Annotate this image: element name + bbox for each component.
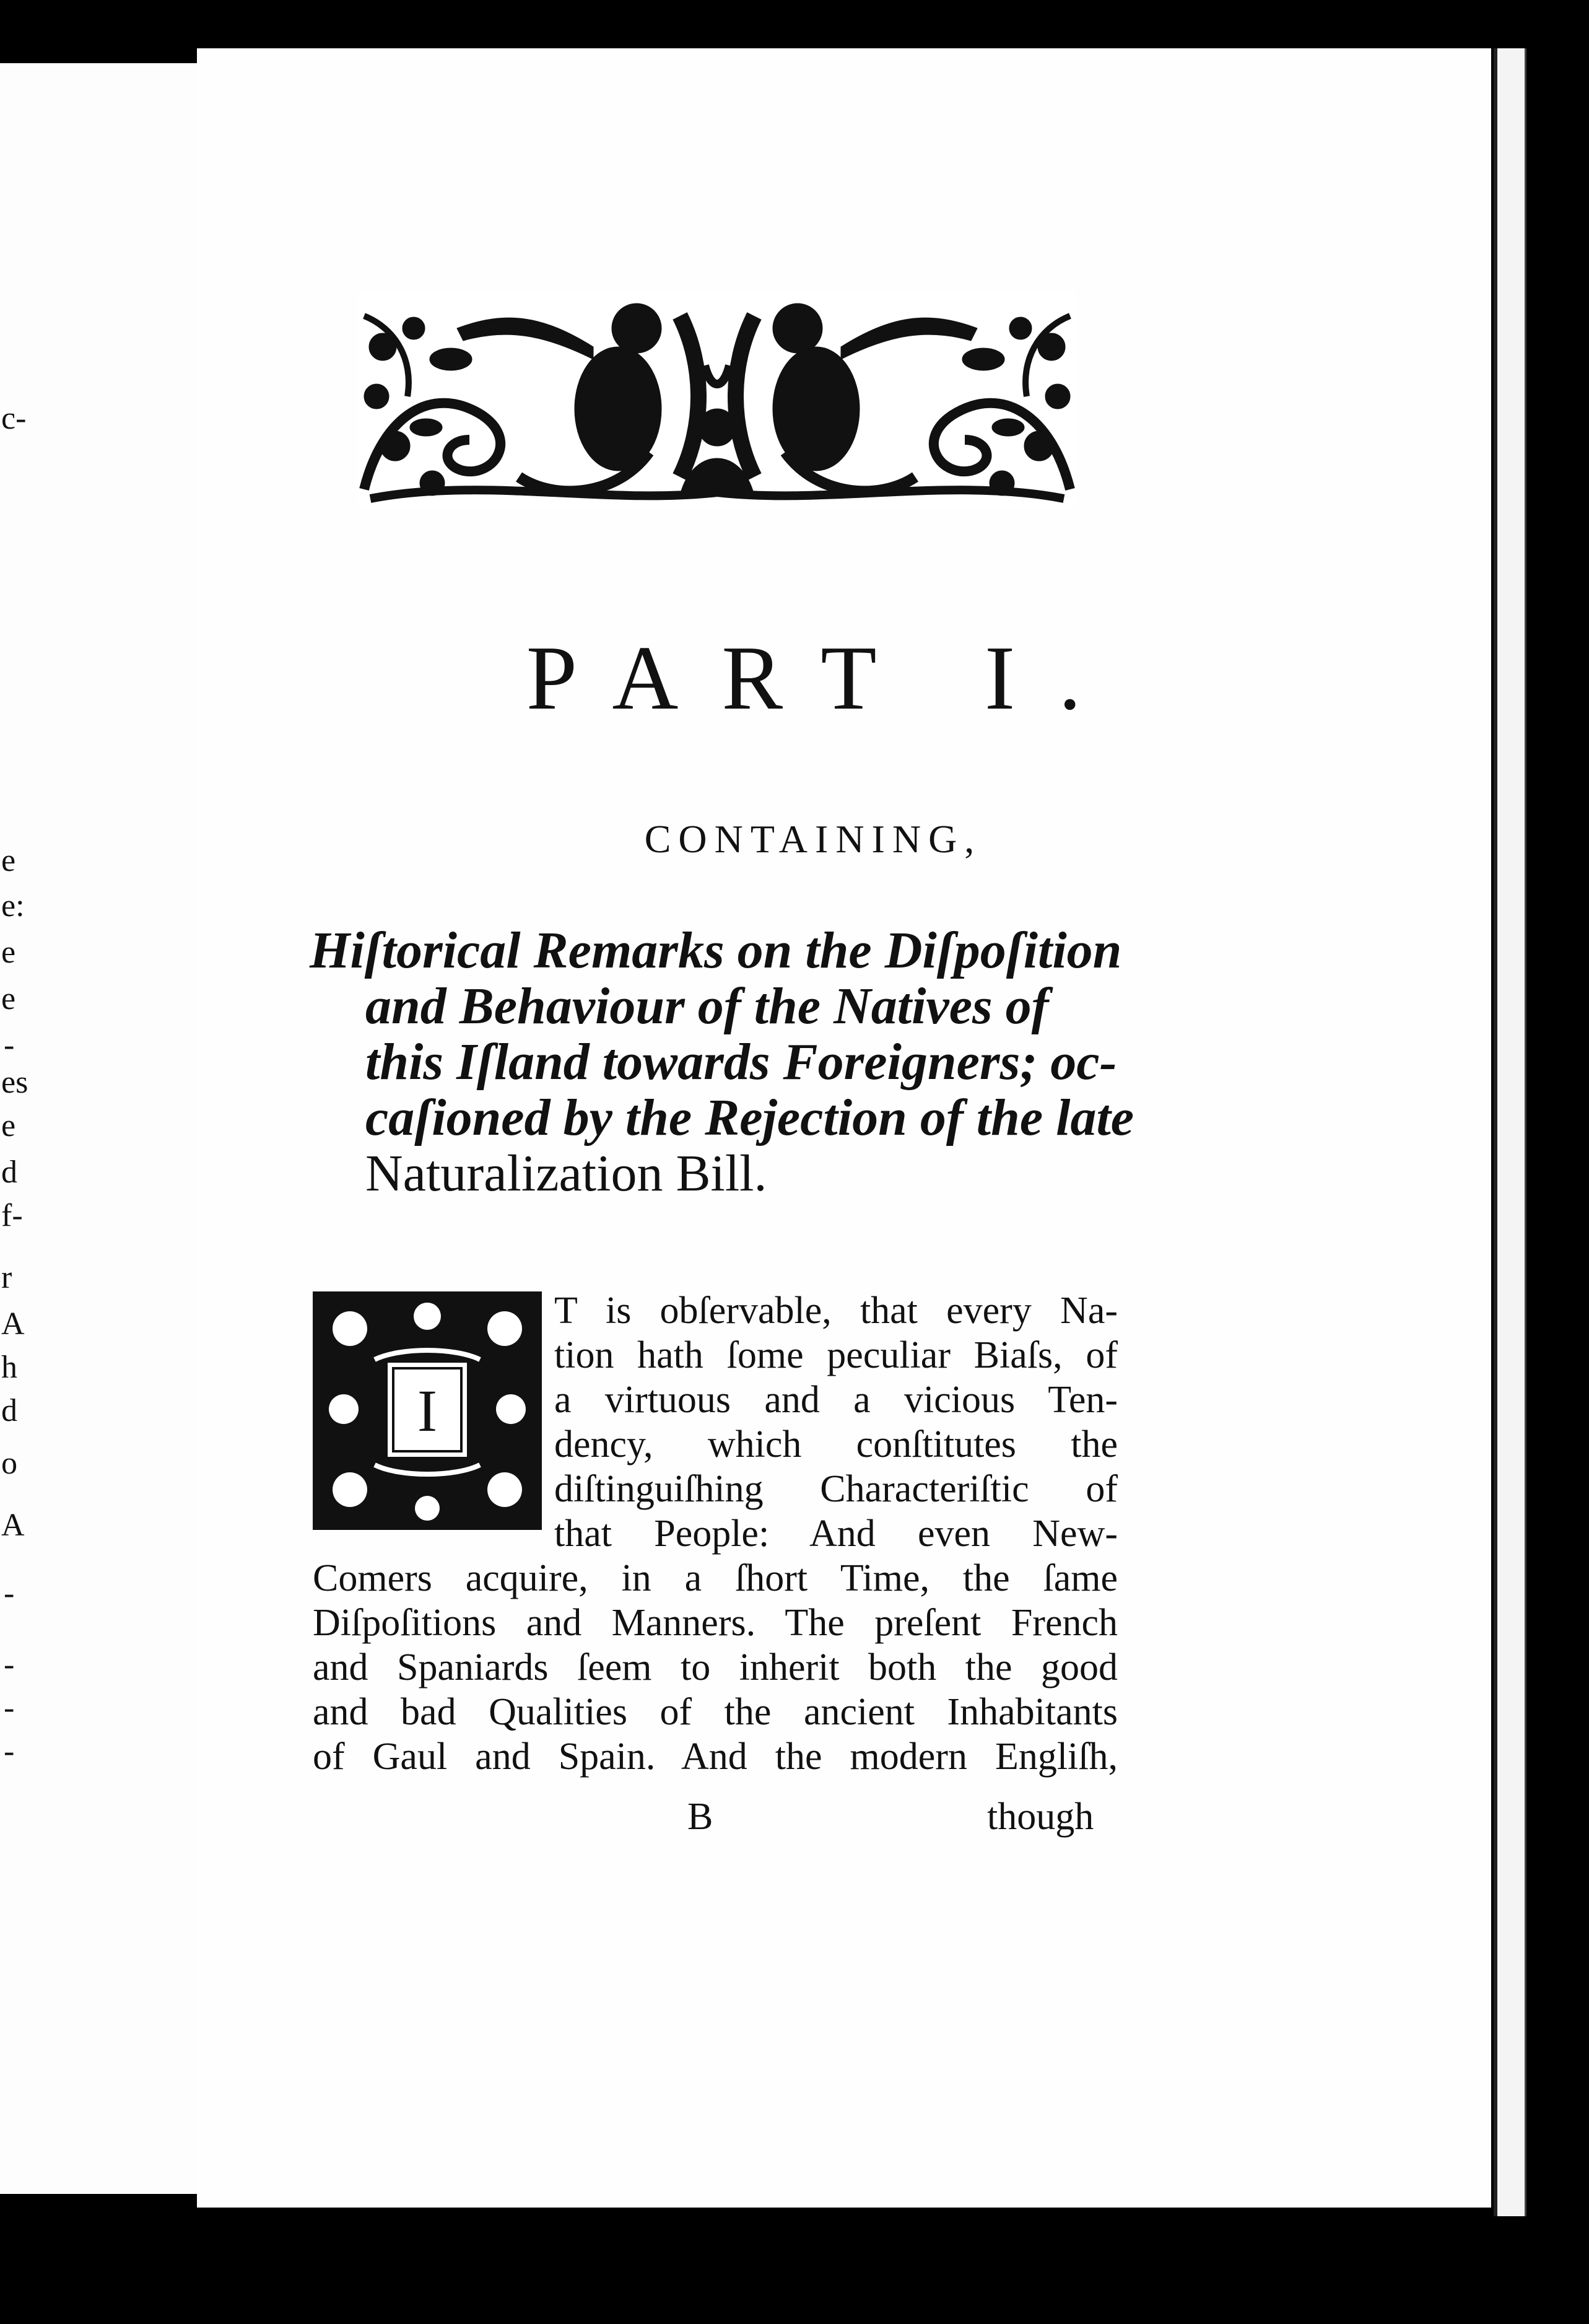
margin-fragment: d [1, 1155, 17, 1190]
body-line: dency, which conſtitutes the [554, 1423, 1118, 1466]
page-fore-edge [1494, 48, 1526, 2216]
chapter-summary [310, 922, 1134, 1202]
margin-fragment: - [4, 1028, 15, 1063]
initial-letter: I [417, 1378, 437, 1444]
margin-fragment: - [4, 1690, 15, 1726]
summary-line: caſioned by the Rejection of the late [365, 1089, 1134, 1147]
margin-fragment: A [1, 1306, 25, 1342]
summary-line: and Behaviour of the Natives of [365, 977, 1049, 1035]
summary-line: Naturalization Bill. [365, 1145, 767, 1202]
body-line: that People: And even New- [554, 1513, 1118, 1555]
margin-fragment: d [1, 1393, 17, 1428]
catchword: though [987, 1796, 1094, 1838]
margin-fragment: o [1, 1446, 17, 1481]
margin-fragment: f- [1, 1198, 23, 1233]
margin-fragment: es [1, 1065, 28, 1100]
margin-fragment: e: [1, 888, 25, 924]
left-page-edge [0, 63, 199, 2194]
body-line: and Spaniards ſeem to inherit both the good [313, 1646, 1118, 1688]
body-line: diſtinguiſhing Characteriſtic of [554, 1468, 1118, 1510]
margin-fragment: e [1, 981, 16, 1016]
headpiece-ornament [358, 291, 1076, 507]
margin-fragment: - [4, 1647, 15, 1682]
margin-fragment: e [1, 1108, 16, 1143]
body-line: and bad Qualities of the ancient Inhabitants [313, 1691, 1118, 1733]
summary-line: Hiſtorical Remarks on the Diſpoſition [310, 922, 1122, 979]
margin-fragment: r [1, 1260, 12, 1295]
body-line: Diſpoſitions and Manners. The preſent French [313, 1602, 1118, 1644]
margin-fragment: c- [1, 401, 27, 436]
body-text [313, 1288, 1118, 1779]
margin-fragment: h [1, 1350, 17, 1385]
body-line: a virtuous and a vicious Ten- [554, 1379, 1118, 1421]
body-line: T is obſervable, that every Na- [554, 1290, 1118, 1332]
containing-heading: CONTAINING, [644, 817, 982, 861]
margin-fragment: - [4, 1576, 15, 1611]
signature-mark: B [687, 1796, 713, 1838]
margin-fragment: A [1, 1508, 25, 1543]
margin-fragment: e [1, 935, 16, 970]
body-line: of Gaul and Spain. And the modern Engliſh, [313, 1736, 1118, 1778]
summary-line: this Iſland towards Foreigners; oc- [365, 1033, 1117, 1091]
margin-fragment: e [1, 843, 16, 878]
part-title: PART I. [526, 627, 1125, 729]
body-line: Comers acquire, in a ſhort Time, the ſame [313, 1557, 1118, 1599]
body-line: tion hath ſome peculiar Biaſs, of [554, 1334, 1118, 1376]
margin-fragment: - [4, 1734, 15, 1769]
